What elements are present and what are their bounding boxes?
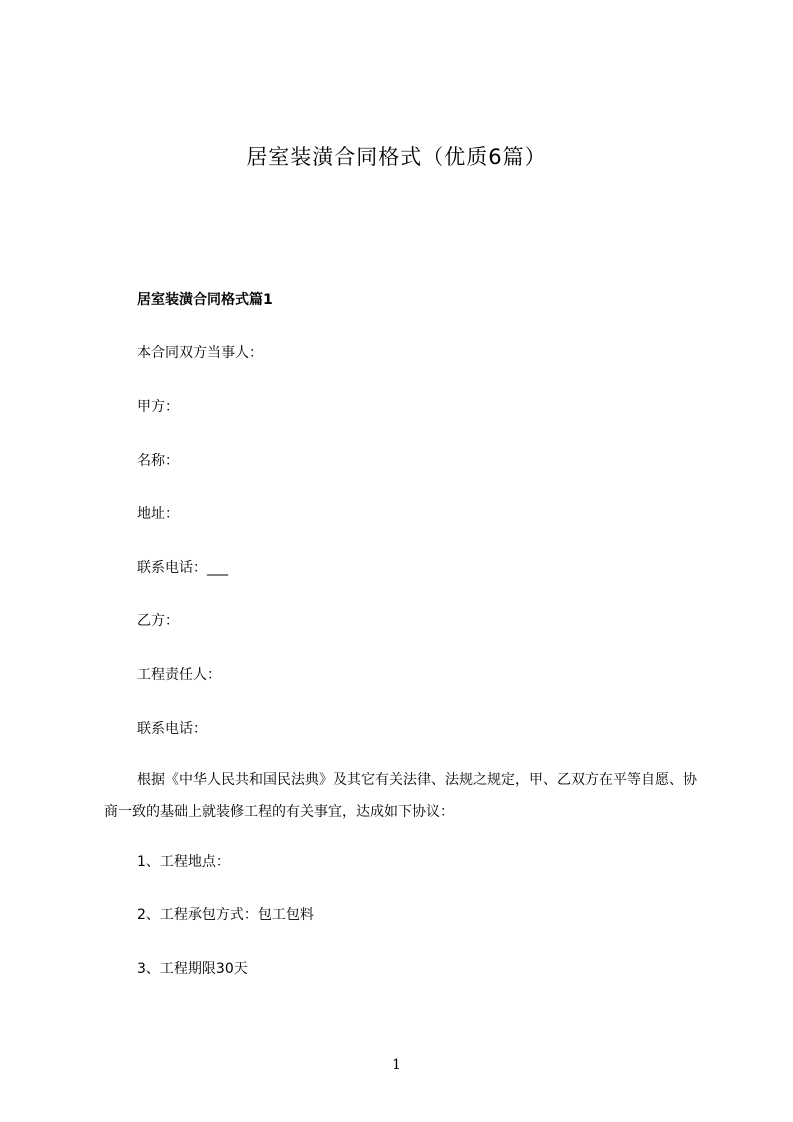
page-number: 1: [392, 1057, 401, 1073]
party-a-label: 甲方：: [137, 399, 179, 415]
phone-label: 联系电话：___: [137, 560, 228, 576]
name-label: 名称：: [137, 453, 179, 469]
list-item: 1、工程地点：: [137, 854, 230, 870]
parties-label: 本合同双方当事人：: [137, 345, 263, 361]
phone-label-b: 联系电话：: [137, 721, 207, 737]
address-label: 地址：: [137, 506, 179, 522]
document-title: 居室装潢合同格式（优质6篇）: [246, 145, 547, 169]
section-heading: 居室装潢合同格式篇1: [137, 292, 273, 308]
list-item: 2、工程承包方式：包工包料: [137, 907, 314, 923]
project-manager-label: 工程责任人：: [137, 667, 221, 683]
agreement-paragraph: 根据《中华人民共和国民法典》及其它有关法律、法规之规定，甲、乙双方在平等自愿、协商一致的基础上就装修工程的有关事宜，达成如下协议：: [104, 772, 697, 820]
party-b-label: 乙方：: [137, 613, 179, 629]
list-item: 3、工程期限30天: [137, 961, 248, 977]
